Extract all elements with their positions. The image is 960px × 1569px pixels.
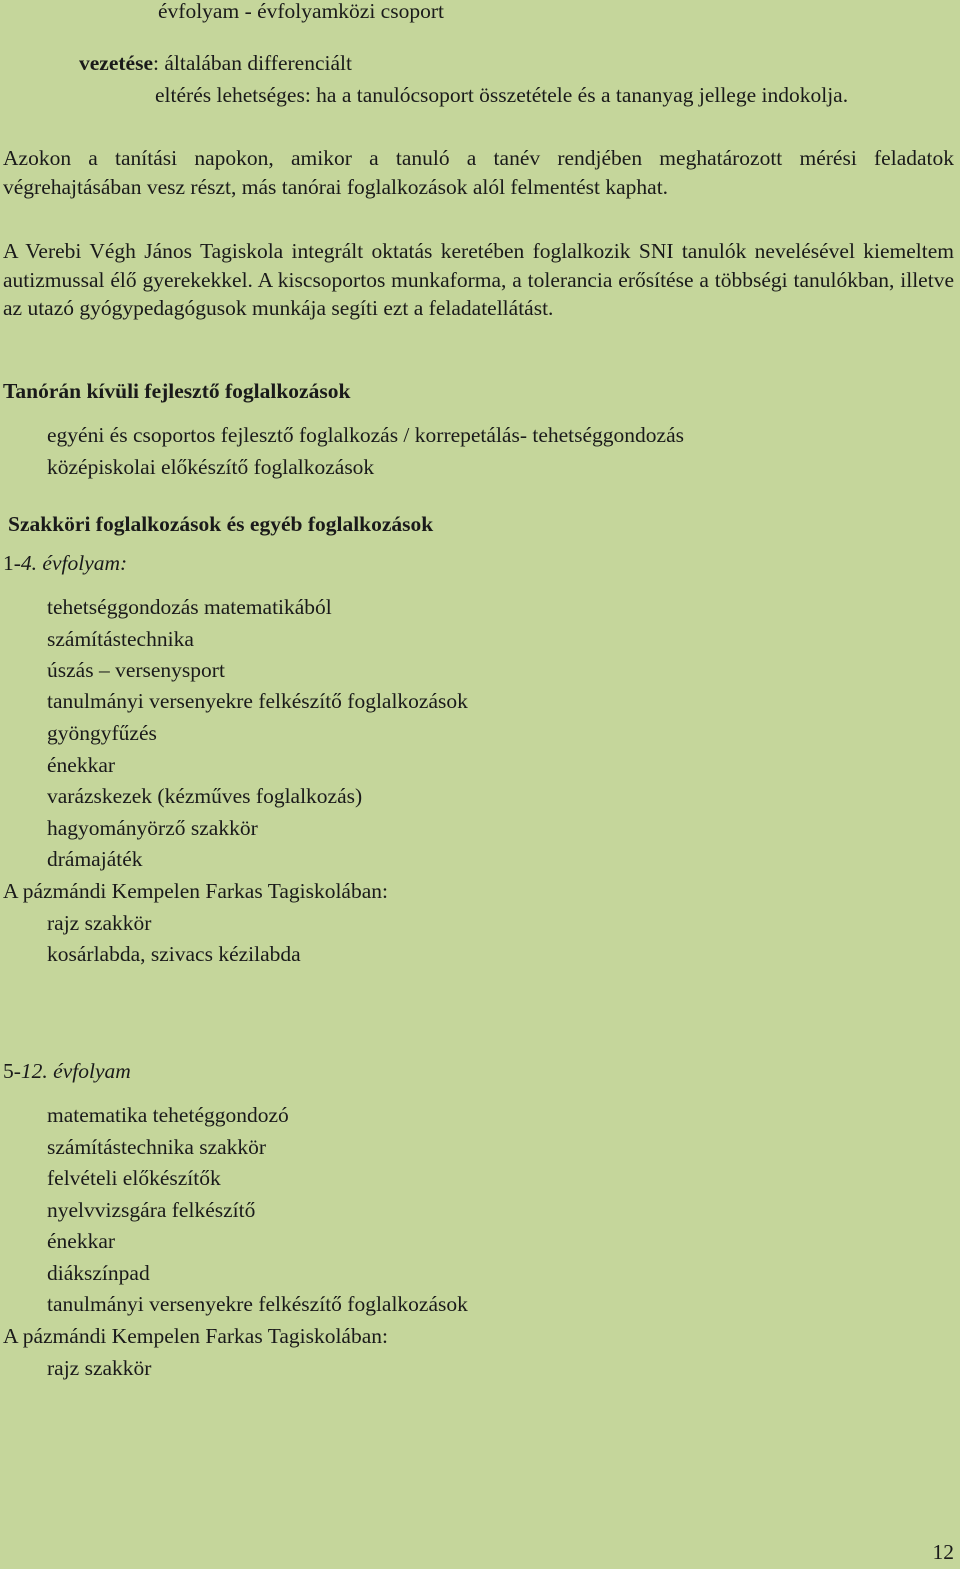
list-item: tanulmányi versenyekre felkészítő foglalkozások [47,1292,468,1316]
list-item: rajz szakkör [47,1356,152,1380]
list-item: úszás – versenysport [47,658,225,682]
school-label: A pázmándi Kempelen Farkas Tagiskolában: [3,879,388,903]
list-item: varázskezek (kézműves foglalkozás) [47,784,363,808]
list-item: rajz szakkör [47,911,152,935]
list-item: nyelvvizsgára felkészítő [47,1198,256,1222]
list-item: kosárlabda, szivacs kézilabda [47,942,301,966]
list-item: tehetséggondozás matematikából [47,595,332,619]
school-label: A pázmándi Kempelen Farkas Tagiskolában: [3,1324,388,1348]
list-item: számítástechnika szakkör [47,1135,267,1159]
leadership-line [79,49,352,77]
list-item: felvételi előkészítők [47,1166,221,1190]
list-item: énekkar [47,1229,116,1253]
grade-5-12-label: 5-12. évfolyam [3,1059,131,1083]
section-heading-clubs: Szakköri foglalkozások és egyéb foglalkozások [8,512,434,536]
section-heading-development: Tanórán kívüli fejlesztő foglalkozások [3,379,351,403]
deviation-line: eltérés lehetséges: ha a tanulócsoport összetétele és a tananyag jellege indokolja. [155,83,849,107]
sni-paragraph: A Verebi Végh János Tagiskola integrált oktatás keretében foglalkozik SNI tanulók nevelésével kiemeltem autizmussal élő gyerekekkel. A kiscsoportos munkaforma, a tolerancia erősítése a többségi tanulókban, illetve az utazó gyógypedagógusok munkája segíti ezt a feladatellátást. [3,239,954,320]
list-item: drámajáték [47,847,143,871]
list-item: egyéni és csoportos fejlesztő foglalkozás / korrepetálás- tehetséggondozás [47,423,685,447]
exemption-paragraph: Azokon a tanítási napokon, amikor a tanuló a tanév rendjében meghatározott mérési feladatok végrehajtásában vesz részt, más tanórai foglalkozások alól felmentést kaphat. [3,146,954,199]
list-item: számítástechnika [47,627,194,651]
list-item: diákszínpad [47,1261,150,1285]
list-item: énekkar [47,753,116,777]
list-item: középiskolai előkészítő foglalkozások [47,455,375,479]
list-item: gyöngyfűzés [47,721,157,745]
list-item: hagyományörző szakkör [47,816,258,840]
grade-group-line: évfolyam - évfolyamközi csoport [158,0,444,23]
leadership-value: : általában differenciált [153,51,352,75]
leadership-label: vezetése [79,51,153,75]
grade-1-4-label: 1-4. évfolyam: [3,551,128,575]
page-number: 12 [932,1540,954,1564]
list-item: tanulmányi versenyekre felkészítő foglalkozások [47,689,468,713]
list-item: matematika tehetéggondozó [47,1103,289,1127]
